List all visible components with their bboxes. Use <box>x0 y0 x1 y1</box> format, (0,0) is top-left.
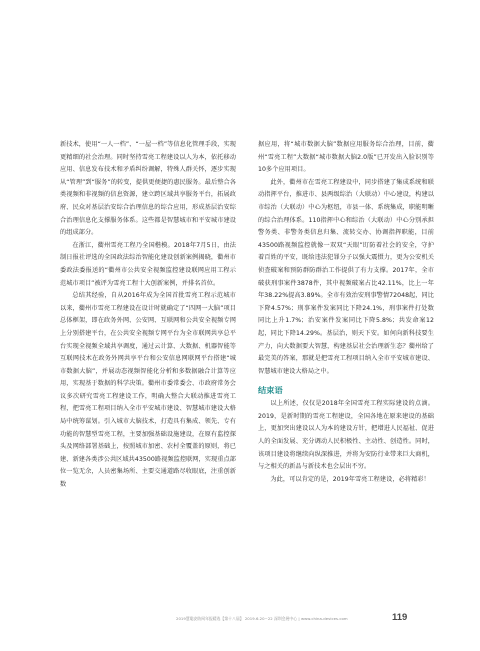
body-paragraph: 在浙江，衢州雪亮工程乃全国楷模。2018年7月5日，由法制日报社评选的全国政法综治智能化建设创新案例揭晓，衢州市委政法委报送的“衢州市公共安全视频监控建设联网应用工程示范城市项目”被评为雪亮工程十大创新案例，并排名首位。 <box>60 241 236 287</box>
right-text-column <box>258 139 434 486</box>
body-paragraph: 据应用，将“城市数据大脑”数据应用服务综合治理，目前，衢州“雪亮工程”大数据“城市数据大脑2.0版”已开发出入脸识别等10多个应用项目。 <box>258 141 434 174</box>
body-paragraph: 总结其经验，自从2016年成为全国首批雪亮工程示范城市以来，衢州市雪亮工程建设在设计时就确定了“四网一大脑”项目总体框架，即在政务外网、公安网、互联网和公共安全视频专网上分别搭建平台，在公共安全视频专网平台为全市联网共享总平台实现全视频全域共享调度，通过云计算、大数据、机器智能等互联网技术在政务外网共享平台和公安信息网联网平台搭建“城市数据大脑”，并展动态视频智能化分析和多数据融合计算等应用，实现基于数据的科学决策。衢州市委常委会、市政府常务会议多次研究雪亮工程建设工作，明确大整合大联动推进雪亮工程，把雪亮工程项目纳入全市平安城市建设、智慧城市建设大格局中统筹谋划。引入城市大脑技术，打造具有集成、领先、专有功能的智慧型雪亮工程，主要加强基础设施建设，在原有监控探头及网络部署基础上，按照城市加密、农村全覆盖的原则，将已建、新建各类涉公共区域共43500路视频监控联网，实现重点部位一览无余，人员密集场所、主要交通道路尽收眼底，注重创新数 <box>60 292 236 489</box>
page-footer <box>0 612 480 628</box>
body-paragraph: 为此，可以肯定的是，2019年雪亮工程建设，必将精彩！ <box>270 475 430 483</box>
left-text-column <box>60 139 236 492</box>
body-paragraph: 以上所述，仅仅是2018年全国雪亮工程实际建设的点滴。2019，是新时期的雪亮工程建设，全国各地在原来建设的基础上，更加突出建设以人为本的建设方针，把增进人民福祉、促进人的全面发展、充分调动人民积极性、主动性、创造性。同时，该项目建设将继续向纵深推进，并将为安防行业带来巨大商机，与之相关的新品与新技术也会层出不穷。 <box>258 400 434 471</box>
footer-text: 2019慧聪安防网年报精选【第十八届】 2019.6.20~22 深圳会展中心 | www.china-devices.com <box>176 616 348 621</box>
body-paragraph: 此外，衢州市在雪亮工程建设中，同步搭建了集成系统和联动指挥平台，推进市、县两级综治（大联动）中心建设，构建以市综治（大联动）中心为枢纽，市县一体、系统集成，职能明晰的综合治理体系。110指挥中心和综治（大联动）中心分别承担警务类、非警务类信息归集、流转交办、协调指挥职能，目前43500路视频监控就像一双双“天眼”盯防着社会的安全，守护着百姓的平安，既给违法犯罪分子以强大震慑力，更为公安机关侦查破案和预防群防群治工作提供了有力支撑。2017年，全市破获刑事案件3878件，其中视频破案占比42.11%，比上一年年38.22%提高3.89%。全市有效治安刑事警情72048起，同比下降4.57%；刑事案件发案同比下降24.1%，刑事案件打处数同比上升1.7%；治安案件发案同比下降5.8%；共发命案12起，同比下降14.29%。基层治，则天下安。如何向新科技要生产力，向大数据要大智慧，构建基层社会治理新生态？衢州给了最完美的答案，那就是把雪亮工程项目纳入全市平安城市建设、智慧城市建设大格局之中。 <box>258 178 435 375</box>
page-number: 119 <box>392 612 408 623</box>
section-heading: 结束语 <box>258 385 283 396</box>
body-paragraph: 新技术，使用“一人一档”、“一屋一档”等信息化管理手段，实现更精细的社会治理。同时坚持雪亮工程建设以人为本，依托移动应用、信息发布技术和矛盾纠纷调解，特殊人群关怀，逐步实现从“管理”到“服务”的转变，提供更便捷的惠民服务。最后整合各类视频和非视频的信息资源，建立跨区域共享服务平台，拓展政府、民众对基层治安综合治理信息的综合应用，形成基层治安综合治理信息化支撑服务体系。这些都是智慧城市和平安城市建设的组成部分。 <box>60 141 236 237</box>
